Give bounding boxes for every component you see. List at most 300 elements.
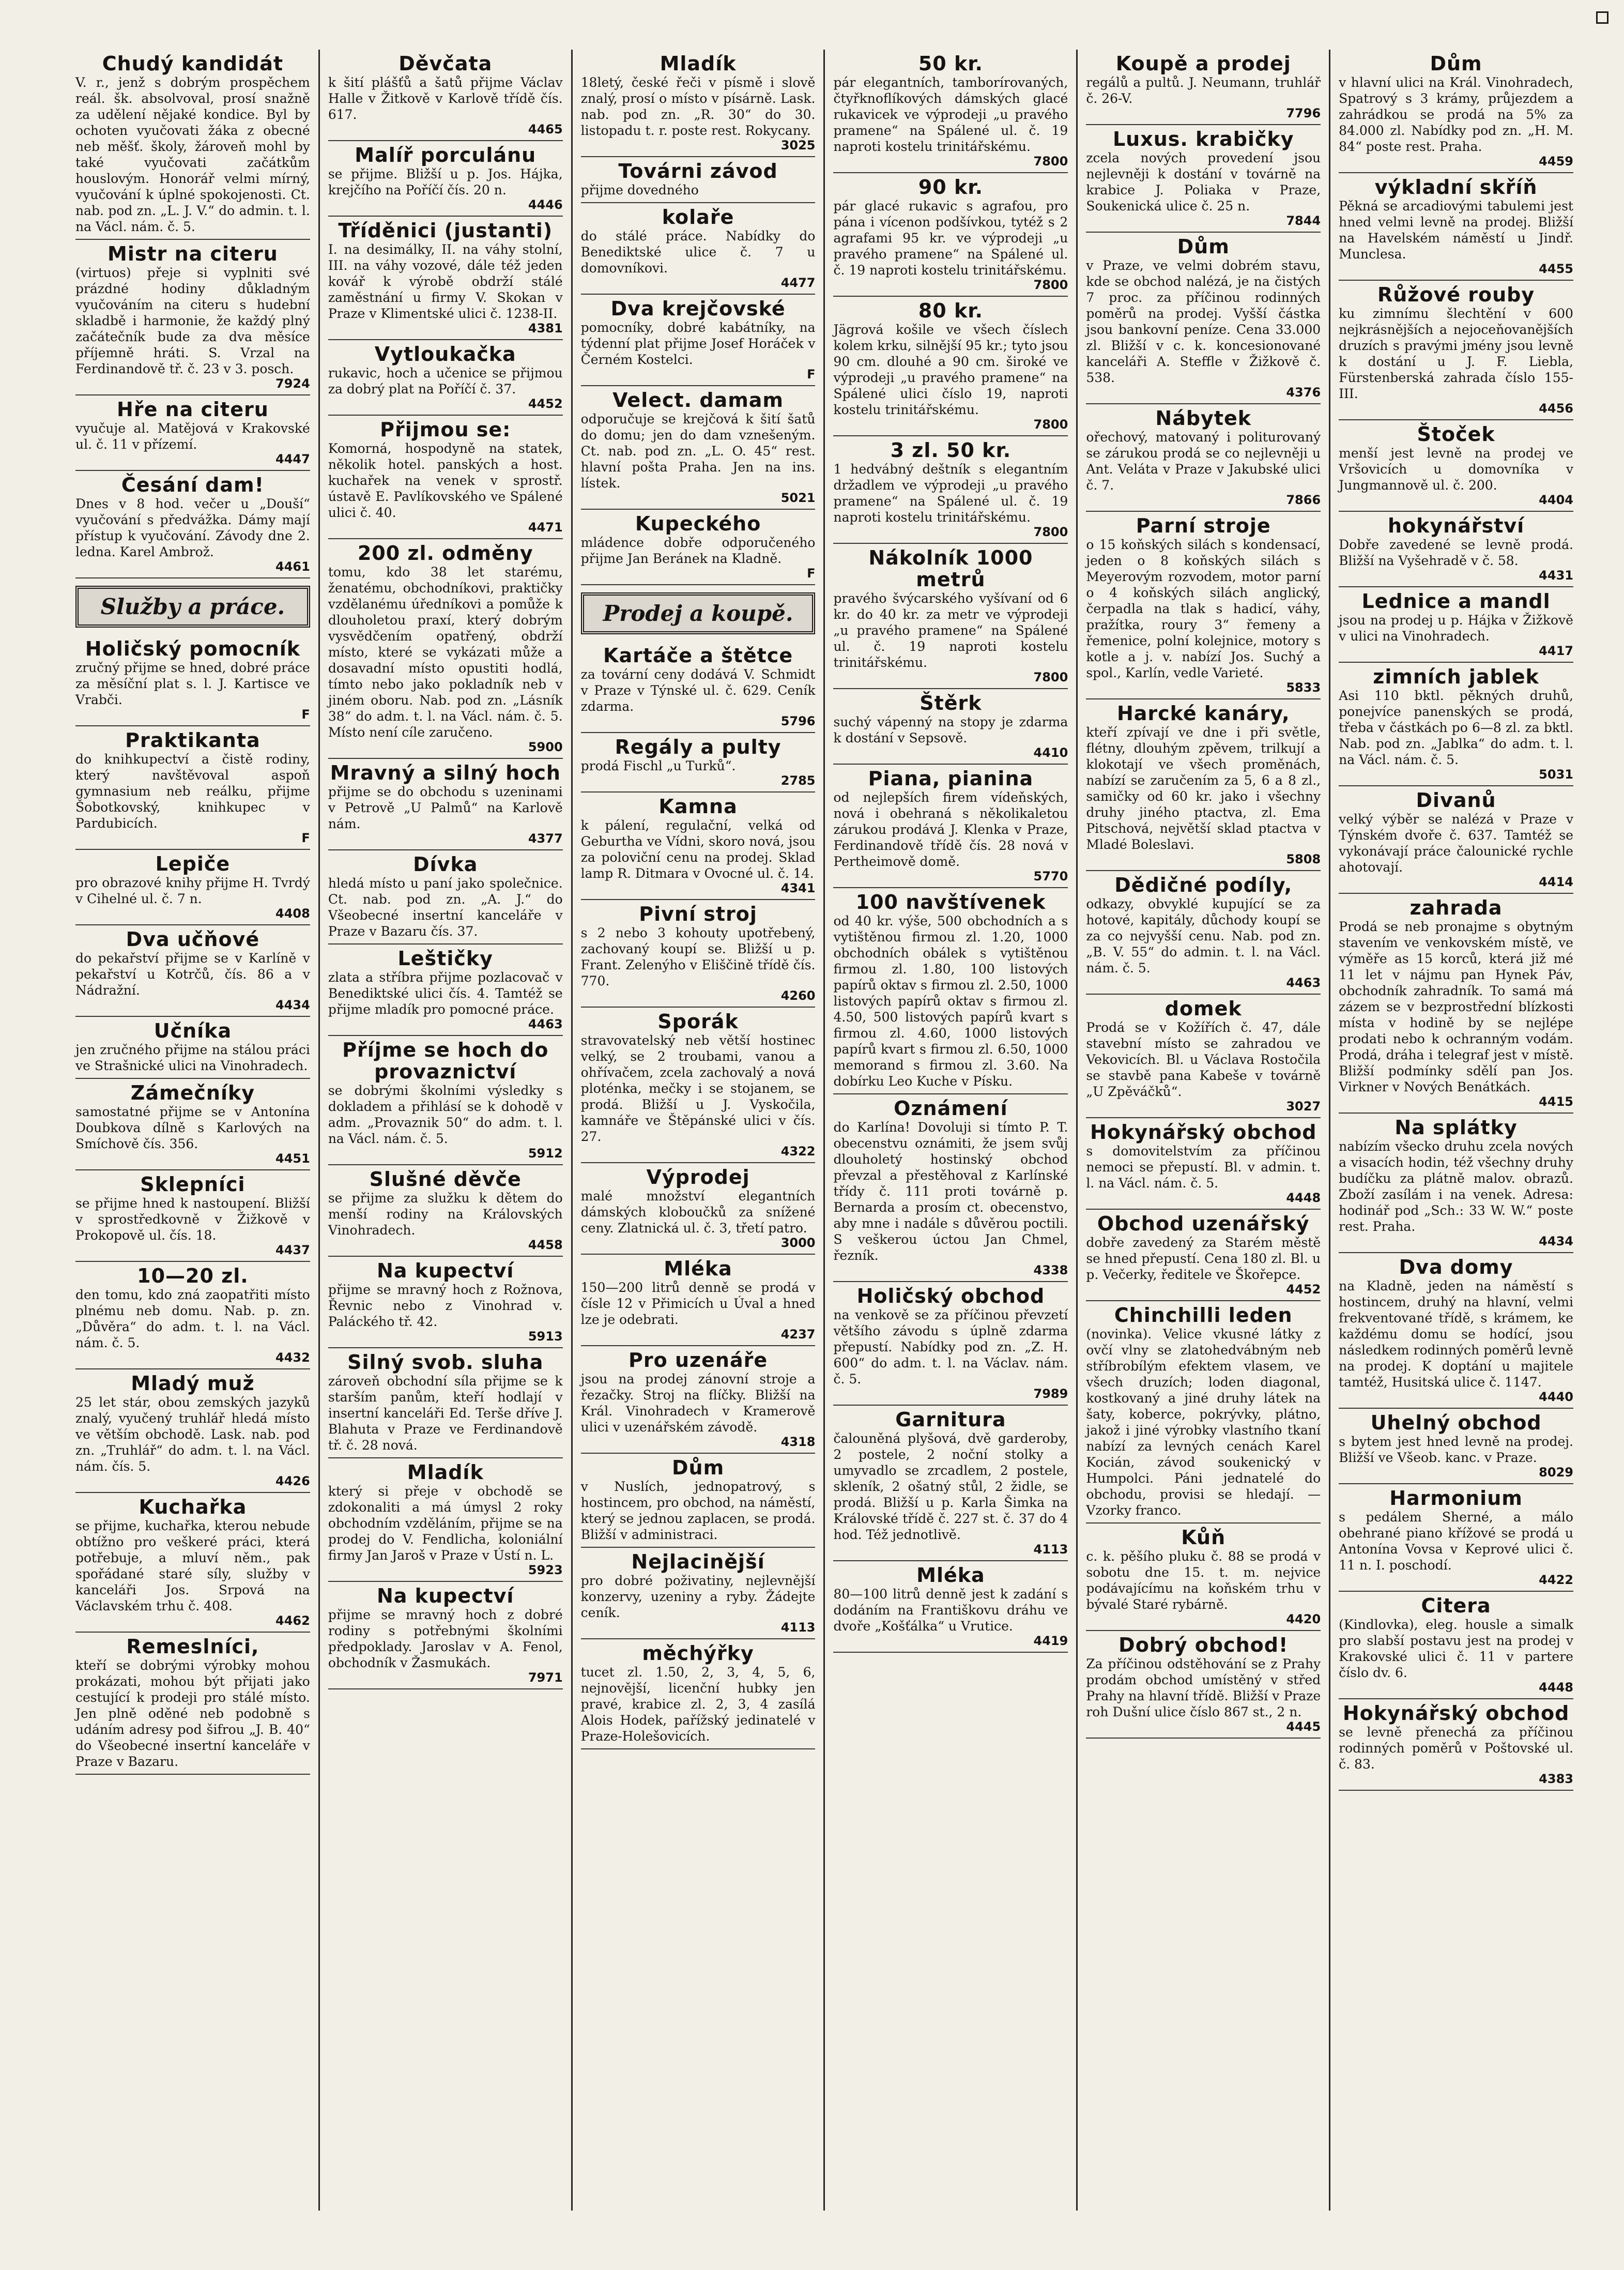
ad-text: přijme dovedného (580, 182, 699, 197)
ad-text: Za příčinou odstěhování se z Prahy prodám obchod umístěný v střed Prahy na hlavní třídě. Bližší v Praze roh Dušní ulice číslo 867 st., 2 n. (1086, 1656, 1321, 1719)
ad-number: 4447 (275, 452, 310, 466)
ad (75, 925, 310, 1017)
ad-heading: Sporák (657, 1010, 739, 1033)
ad (581, 900, 816, 1008)
ad-heading: 80 kr. (918, 299, 983, 322)
ad-number: 4452 (528, 397, 563, 411)
ad (833, 689, 1068, 765)
ad-heading: Divanů (1416, 789, 1496, 812)
ad (328, 50, 563, 141)
ad-heading: Dva krejčovské (610, 297, 786, 320)
ad-text: stravovatelský neb větší hostinec velký, se 2 troubami, vanou a ohřívačem, zcela zachovalý a nová ploténka, mečky i se stojanem, se prodá. Bližší u J. Vyskočila, kamnáře ve Štěpánské ulici v čís. 27. (580, 1033, 816, 1144)
ad-heading: Pivní stroj (639, 903, 757, 925)
ad-heading: Dědičné podíly, (1114, 874, 1293, 896)
ad-heading: Dům (1177, 235, 1230, 258)
ad (833, 1094, 1068, 1282)
ad-heading: Na splátky (1395, 1116, 1518, 1139)
ad-text: do stálé práce. Nabídky do Benediktské ulice č. 7 u domovníkovi. (580, 228, 816, 276)
ad-heading: Mladý muž (131, 1372, 255, 1395)
ad-number: 4341 (780, 881, 816, 895)
ad-number: 5923 (528, 1563, 563, 1577)
ad (1086, 699, 1321, 871)
ad-text: Jägrová košile ve všech číslech kolem krku, silnější 95 kr.; tyto jsou 90 cm. dlouhé a 90 cm. široké ve výprodeji „u pravého pramene“ na Spálené ulici číslo 19, naproti kostelu trinitářskému. (833, 322, 1068, 417)
ad (833, 173, 1068, 297)
ad (328, 217, 563, 340)
ad-heading: Hokynářský obchod (1342, 1702, 1570, 1725)
ad-text: jsou na prodej zánovní stroje a řezačky. Stroj na flíčky. Bližší na Král. Vinohradech v Kramerově ulici v uzenářském závodě. (580, 1372, 816, 1435)
ad (328, 141, 563, 217)
ad-heading: domek (1165, 997, 1242, 1020)
ad-text: pár glacé rukavic s agrafou, pro pána i vícenon podšívkou, tytéž s 2 agrafami 95 kr. ve výprodeji „u pravého pramene“ na Spálené ul. č. 19 naproti kostelu trinitářskému. (833, 199, 1068, 278)
ad-heading: Tříděnici (justanti) (338, 219, 553, 242)
ad (581, 203, 816, 295)
ad (75, 635, 310, 726)
ad-heading: výkladní skříň (1374, 176, 1538, 199)
ad-number: 4432 (275, 1350, 310, 1365)
ad-text: pro obrazové knihy přijme H. Tvrdý v Cihelné ul. č. 7 n. (75, 875, 310, 906)
ad-text: vyučuje al. Matějová v Krakovské ul. č. 11 v přízemí. (75, 421, 310, 452)
ad-text: v hlavní ulici na Král. Vinohradech, Spatrový s 3 krámy, průjezdem a zahrádkou se prodá na 5% za 84.000 zl. Nabídky pod zn. „H. M. 84“ poste rest. Praha. (1339, 75, 1573, 154)
ad-heading: Děvčata (399, 52, 493, 75)
ad-number: 4426 (275, 1474, 310, 1488)
ad (328, 944, 563, 1036)
ad-heading: Kamna (658, 795, 738, 818)
section-heading-sale: Prodej a koupě. (581, 592, 816, 634)
ad-text: na venkově se za příčinou převzetí většího závodu s úplně zdarma přepustí. Nabídky pod zn. „Z. H. 600“ do adm. t. l. na Václav. nám. č. 5. (833, 1307, 1068, 1387)
ad-heading: 10—20 zl. (137, 1265, 249, 1287)
ad-text: Komorná, hospodyně na statek, několik hotel. panských a host. kuchařek na venek v sprostř. ústavě E. Pavlíkovského ve Spálené ulici č. 40. (328, 441, 563, 520)
column-1 (67, 50, 318, 2211)
ad (581, 1548, 816, 1639)
ad-text: kteří se dobrými výrobky mohou prokázati, mohou být přijati jako cestující k prodeji pro stálé místo. Jen plně oděné neb podobně s udáním adresy pod šifrou „J. B. 40“ do Všeobecné insertní kanceláře v Praze v Bazaru. (75, 1658, 310, 1769)
ad-text: 1 hedvábný deštník s elegantním držadlem ve výprodeji „u pravého pramene“ na Spálené ul. č. 19 naproti kostelu trinitářskému. (833, 462, 1068, 525)
ad-heading: Luxus. krabičky (1112, 128, 1294, 150)
ad-number: 5912 (528, 1146, 563, 1161)
ad-heading: Nákolník 1000 metrů (868, 546, 1033, 591)
ad (1339, 281, 1573, 420)
ad-number: 4113 (780, 1620, 816, 1635)
ad-number: 8029 (1539, 1465, 1573, 1480)
ad (581, 1255, 816, 1346)
ad-text: se dobrými školními výsledky s dokladem a přihlásí se k dohodě v adm. „Provaznik 50“ do adm. t. l. na Václ. nám. č. 5. (328, 1083, 563, 1146)
ad-text: se přijme. Bližší u p. Jos. Hájka, krejčího na Poříčí čís. 20 n. (328, 166, 563, 197)
ad (581, 793, 816, 900)
ad-number: 4408 (275, 906, 310, 921)
ad-heading: Továrni závod (618, 160, 778, 182)
ad-text: ořechový, matovaný i politurovaný se zárukou prodá se co nejlevněji u Ant. Veláta v Praze v Jakubské ulici č. 7. (1086, 430, 1321, 493)
ad (1339, 894, 1573, 1114)
ad-text: čalouněná plyšová, dvě garderoby, 2 postele, 2 noční stolky a umyvadlo se zrcadlem, 2 postele, skleník, 2 ošatný stůl, 2 židle, se prodá. Bližší u p. Karla Šimka na Královské třídě č. 227 st. č. 37 do 4 hod. Též jednotlivě. (833, 1431, 1068, 1542)
ad-heading: 200 zl. odměny (357, 542, 533, 565)
ad-heading: Dva domy (1399, 1256, 1513, 1278)
ad (75, 471, 310, 578)
ad-number: 5913 (528, 1329, 563, 1344)
ad (581, 1163, 816, 1255)
ad-number: 7800 (1033, 278, 1068, 292)
ad-heading: Štoček (1417, 423, 1495, 446)
ad-text: pár elegantních, tamborírovaných, čtyřknoflíkových dámských glacé rukavicek ve výprodeji „u pravého pramene“ na Spálené ul. č. 19 naproti kostelu trinitářskému. (833, 75, 1068, 154)
ad-text: nabízím všecko druhu zcela nových a visacích hodin, též všechny druhy budíčku za plátně malov. obrazů. Zboží zasílám i na venek. Adresa: hodinář pod „Sch.: 33 W. W.“ poste rest. Praha. (1339, 1139, 1573, 1234)
ad-text: rukavic, hoch a učenice se přijmou za dobrý plat na Poříčí č. 37. (328, 365, 563, 397)
ad (1086, 995, 1321, 1118)
ad (1339, 420, 1573, 512)
ad-heading: Silný svob. sluha (347, 1351, 544, 1374)
ad (75, 1017, 310, 1079)
ad-text: prodá Fischl „u Turků“. (580, 758, 736, 773)
ad (581, 386, 816, 510)
ad-heading: Mladík (660, 52, 737, 75)
ad-number: 4448 (1539, 1680, 1573, 1695)
ad-text: s domovitelstvím za příčinou nemoci se přepustí. Bl. v admin. t. l. na Václ. nám. č. 5. (1086, 1144, 1321, 1191)
ad-text: 25 let stár, obou zemských jazyků znalý, vyučený truhlář hledá místo ve větším obchodě. Lask. nab. pod zn. „Truhlář“ do adm. t. l. na Václ. nám. čís. 5. (75, 1395, 310, 1474)
ad (833, 436, 1068, 544)
ad-text: (Kindlovka), eleg. housle a simalk pro slabší postavu jest na prodej v Krakovské ulici č. 11 v partere číslo dv. 6. (1339, 1617, 1573, 1680)
ad-number: 2785 (780, 773, 816, 788)
ad (328, 759, 563, 850)
ad-text: k šití plášťů a šatů přijme Václav Halle v Žitkově v Karlově třídě čís. 617. (328, 75, 563, 122)
ad-heading: Česání dam! (121, 474, 264, 496)
ad (1339, 512, 1573, 587)
ad-number: 7844 (1286, 214, 1321, 228)
ad-number: 4381 (528, 321, 563, 336)
ad-text: 80—100 litrů denně jest k zadání s dodáním na Františkovu dráhu ve dvoře „Košťálka“ u Vrutice. (833, 1587, 1068, 1634)
ad-heading: Mravný a silný hoch (330, 761, 561, 784)
ad-text: se přijme, kuchařka, kterou nebude obtížno pro veškeré práci, která potřebuje, a mluví něm., pak spořádané staré síly, služby v kanceláři Jos. Srpová na Václavském trhu č. 408. (75, 1518, 310, 1613)
ad (328, 416, 563, 539)
ad-number: 4437 (275, 1243, 310, 1257)
ad-number: 7924 (275, 376, 310, 391)
ad (328, 1348, 563, 1458)
ad-heading: měchýřky (642, 1642, 754, 1665)
ad (75, 395, 310, 471)
ad-text: zlata a stříbra přijme pozlacovač v Benediktské ulici čís. 4. Tamtéž se přijme mladík pro pomocné práce. (328, 970, 563, 1017)
ad-number: 4463 (1286, 976, 1321, 990)
column-4 (823, 50, 1076, 2211)
ad-heading: Lepiče (155, 852, 231, 875)
ad-heading: Hře na citeru (117, 398, 269, 421)
ad-text: v Nuslích, jednopatrový, s hostincem, pro obchod, na náměstí, který se jednou zaplacen, se prodá. Bližší v administraci. (580, 1479, 816, 1542)
ad-number: 4456 (1539, 401, 1573, 416)
ad-number: F (301, 831, 310, 845)
ad (1086, 871, 1321, 995)
ad-heading: Zámečníky (130, 1081, 255, 1104)
ad (1339, 1253, 1573, 1409)
ad-number: 4440 (1539, 1390, 1573, 1404)
ad-number: 4431 (1539, 568, 1573, 583)
ad-heading: Výprodej (646, 1166, 750, 1189)
ad-heading: Mladík (407, 1461, 484, 1484)
ad (833, 1561, 1068, 1653)
ad-number: 4452 (1286, 1282, 1321, 1297)
ad (1086, 125, 1321, 233)
ad-heading: Pro uzenáře (629, 1349, 768, 1372)
ad-text: Pěkná se arcadiovými tabulemi jest hned velmi levně na prodej. Bližší na Havelském náměstí u Jindř. Munclesa. (1339, 199, 1573, 262)
ad (1339, 663, 1573, 786)
ad-number: 4410 (1033, 745, 1068, 760)
ad-heading: Dobrý obchod! (1119, 1634, 1289, 1656)
ad-heading: Holičský obchod (856, 1285, 1045, 1307)
ad-heading: Kůň (1181, 1526, 1226, 1549)
ad (833, 1282, 1068, 1406)
ad (581, 1454, 816, 1548)
ad-heading: Slušné děvče (369, 1168, 522, 1191)
ad-number: 4446 (528, 197, 563, 212)
ad (1086, 50, 1321, 125)
ad-text: hledá místo u paní jako společnice. Ct. nab. pod zn. „A. J.“ do Všeobecné insertní kanceláře v Praze v Bazaru čís. 37. (328, 876, 563, 939)
ad-text: od 40 kr. výše, 500 obchodních a s vytištěnou firmou zl. 1.20, 1000 obchodních obálek s vytištěnou firmou zl. 1.80, 100 listových papírů oktav s firmou zl. 2.50, 1000 listových papírů oktav s firmou zl. 4.50, 500 listových papírů kvart s firmou zl. 4.60, 1000 listových papírů kvart s firmou zl. 6.50, 1000 memorand s firmou zl. 3.60. Na dobírku Leo Kuche v Písku. (833, 913, 1068, 1089)
ad (75, 1262, 310, 1369)
ad-text: menší jest levně na prodej ve Vršovicích u domovníka v Jungmannově ul. č. 200. (1339, 446, 1573, 493)
ad-text: mládence dobře odporučeného přijme Jan Beránek na Kladně. (580, 535, 816, 566)
ad-number: 4422 (1539, 1573, 1573, 1587)
ad-text: do pekařství přijme se v Karlíně v pekařství u Kotrčů, čís. 86 a v Nádražní. (75, 951, 310, 998)
ad-number: 7800 (1033, 670, 1068, 684)
ad-heading: zimních jablek (1373, 665, 1539, 688)
ad-text: zručný přijme se hned, dobré práce za měsíční plat s. l. J. Kartisce ve Vrabči. (75, 660, 310, 707)
ad-heading: Chinchilli leden (1114, 1304, 1293, 1327)
ad-text: zároveň obchodní síla přijme se k starším panům, kteří hodlají v insertní kanceláři Ed. Terše dříve J. Blahuta v Praze ve Ferdinandově tř. č. 28 nová. (328, 1374, 563, 1453)
ad (75, 50, 310, 240)
section-heading-services: Služby a práce. (75, 586, 310, 628)
ad-text: Prodá se neb pronajme s obytným stavením ve venkovském místě, ve výměře as 15 korců, která již mé 11 let v nájmu pan Hynek Páv, obchodník zahradník. To samá má zázem se v bezprostřední blízkosti místa v hodině by se nejlépe prodati nebo k ochranným vodám. Prodá, dráha i telegraf jest v místě. Bližší podmínky sdělí pan Jos. Virkner v Nových Benátkách. (1339, 919, 1573, 1094)
ad-text: 150—200 litrů denně se prodá v čísle 12 v Přimicích u Úval a hned lze je odebrati. (580, 1280, 816, 1327)
ad (581, 1639, 816, 1749)
ad-text: odporučuje se krejčová k šití šatů do domu; jen do dam vznešeným. Ct. nab. pod zn. „L. O. 45“ rest. hlavní pošta Praha. Jen na ins. lístek. (580, 412, 816, 491)
ad-text: tucet zl. 1.50, 2, 3, 4, 5, 6, nejnovější, licenční hubky jen pravé, krabice zl. 2, 3, 4 zasílá Alois Hodek, pařížský jedinatelé v Praze-Holešovicích. (580, 1665, 816, 1744)
ad (1086, 1210, 1321, 1301)
ad-heading: Na kupectví (377, 1585, 514, 1607)
ad-text: regálů a pultů. J. Neumann, truhlář č. 26-V. (1086, 75, 1321, 106)
ad (581, 295, 816, 386)
ad-number: 4383 (1539, 1772, 1573, 1786)
ad (75, 1493, 310, 1633)
ad-heading: Koupě a prodej (1115, 52, 1291, 75)
ad (1086, 512, 1321, 699)
ad-heading: Uhelný obchod (1370, 1411, 1542, 1434)
ad-text: pravého švýcarského vyšívaní od 6 kr. do 40 kr. za metr ve výprodeji „u pravého pramene“ na Spálené ul. č. 19 naproti kostelu trinitářskému. (833, 591, 1068, 670)
ad (1339, 1409, 1573, 1484)
ad (328, 340, 563, 416)
ad-number: 4260 (780, 988, 816, 1003)
ad (75, 1079, 310, 1170)
ad-text: Prodá se v Kožířích č. 47, dále stavební místo se zahradou ve Vekovicích. Bl. u Václava Rostočila se stavbě pana Kabeše v továrně „U Zpěváčků“. (1086, 1020, 1321, 1099)
ad-heading: Parní stroje (1136, 514, 1271, 537)
ad-number: 4445 (1286, 1719, 1321, 1734)
ad (581, 50, 816, 157)
ad (1086, 404, 1321, 512)
ad-text: přijme se mravný hoch z dobré rodiny s potřebnými školními předpoklady. Jaroslav v A. Fenol, obchodník v Žasmukách. (328, 1607, 563, 1670)
ad (328, 1257, 563, 1348)
ad-heading: 90 kr. (918, 176, 983, 199)
ad-text: k pálení, regulační, velká od Geburtha ve Vídni, skoro nová, jsou za poloviční cenu na prodej. Sklad lamp R. Ditmara v Ovocné ul. č. 14. (580, 818, 816, 881)
ad-number: 7800 (1033, 154, 1068, 169)
ad-heading: Hokynářský obchod (1090, 1121, 1317, 1144)
ad-heading: Kuchařka (139, 1496, 247, 1518)
ad-text: s pedálem Sherné, a málo obehrané piano křížové se prodá u Antonína Vovsa v Keprové ulici č. 11 n. I. poschodí. (1339, 1510, 1573, 1573)
ad (581, 157, 816, 203)
ad (833, 1406, 1068, 1561)
ad-text: od nejlepších firem vídeňských, nová i obehraná s několikaletou zárukou prodává J. Klenka v Praze, Ferdinandově třídě čís. 28 nová v Pertheimově domě. (833, 790, 1068, 869)
ad-heading: Lednice a mandl (1361, 590, 1551, 613)
ad-number: 4462 (275, 1613, 310, 1628)
ad (75, 1369, 310, 1493)
ad-number: 5021 (780, 491, 816, 505)
ad-text: o 15 koňských silách s kondensací, jeden o 8 koňských silách s Meyerovým rozvodem, motor parní o 4 koňských silách anglický, čerpadla na tlak s hadicí, váhy, pražítka, roury 3“ řemeny a řemenice, polní kolejnice, motory s kotle a j. v. nabízí Jos. Suchý a spol., Karlín, vedle Varieté. (1086, 537, 1321, 680)
ad-text: Dobře zavedené se levně prodá. Bližší na Vyšehradě v č. 58. (1339, 537, 1573, 568)
ad (328, 850, 563, 944)
ad-heading: Obchod uzenářský (1097, 1212, 1310, 1235)
ad (1339, 173, 1573, 281)
ad-heading: Garnitura (895, 1408, 1006, 1431)
ad-number: 7866 (1286, 493, 1321, 507)
ad-number: 4451 (275, 1151, 310, 1166)
ad (328, 1165, 563, 1257)
ad-number: 7796 (1286, 106, 1321, 120)
ad-number: 4471 (528, 520, 563, 535)
ad (328, 539, 563, 759)
ad-heading: Dívka (413, 853, 478, 876)
ad-heading: Harmonium (1389, 1487, 1523, 1510)
ad-heading: Leštičky (397, 947, 493, 970)
ad-text: Asi 110 bktl. pěkných druhů, ponejvíce panenských se prodá, třeba v částkách po 6—8 zl. za bktl. Nab. pod zn. „Jablka“ do adm. t. l. na Václ. nám. č. 5. (1339, 688, 1573, 767)
ad-heading: Praktikanta (125, 729, 261, 752)
ad-number: 4461 (275, 559, 310, 574)
ad-text: přijme se do obchodu s uzeninami v Petrově „U Palmů“ na Karlově nám. (328, 784, 563, 831)
ad (1086, 1118, 1321, 1210)
ad-number: 3025 (780, 138, 816, 153)
ad-number: 4414 (1539, 875, 1573, 889)
classifieds-page (67, 50, 1582, 2211)
ad-number: 4237 (780, 1327, 816, 1342)
ad-number: 5833 (1286, 680, 1321, 695)
ad (328, 1036, 563, 1165)
ad-heading: Oznámení (894, 1097, 1008, 1120)
ad-number: 4338 (1033, 1263, 1068, 1277)
ad (1086, 1301, 1321, 1524)
ad (75, 1170, 310, 1262)
ad-number: 4458 (528, 1238, 563, 1252)
ad-heading: Holičský pomocník (85, 637, 301, 660)
ad-text: s 2 nebo 3 kohouty upotřebený, zachovaný koupí se. Bližší u p. Frant. Zelenýho v Eliščině třídě čís. 770. (580, 925, 816, 988)
ad-text: (virtuos) přeje si vyplniti své prázdné hodiny důkladným vyučováním na citeru s hudební skladbě i harmonie, že každý plný začátečník bude za dva měsíce příjemně hráti. S. Vrzal na Ferdinandově tř. č. 23 v 3. posch. (75, 265, 310, 376)
ad-heading: Dva učňové (126, 928, 260, 951)
ad-text: c. k. pěšího pluku č. 88 se prodá v sobotu dne 15. t. m. nejvice podávajícímu na koňském trhu v bývalé Staré rybárně. (1086, 1549, 1321, 1612)
ad (581, 1008, 816, 1163)
ad-text: za tovární ceny dodává V. Schmidt v Praze v Týnské ul. č. 629. Ceník zdarma. (580, 667, 816, 714)
ad-number: 4318 (780, 1435, 816, 1449)
ad-text: se přijme za služku k dětem do menší rodiny na Královských Vinohradech. (328, 1191, 563, 1238)
ad (328, 1458, 563, 1582)
ad (833, 765, 1068, 888)
ad-number: 7971 (528, 1670, 563, 1685)
ad-number: 4419 (1033, 1634, 1068, 1648)
ad-text: I. na desimálky, II. na váhy stolní, III. na váhy vozové, dále též jeden kovář k výrobě obdrží stálé zaměstnání u firmy V. Skokan v Praze v Klimentské ulici č. 1238-II. (328, 242, 563, 321)
ad-number: 4417 (1539, 644, 1573, 658)
ad-text: s bytem jest hned levně na prodej. Bližší ve Všeob. kanc. v Praze. (1339, 1434, 1573, 1465)
ad-heading: Mléka (916, 1564, 985, 1587)
ad (75, 726, 310, 850)
ad-heading: Remeslníci, (126, 1635, 259, 1658)
ad-number: 4477 (780, 276, 816, 290)
ad-text: 18letý, české řeči v písmě i slově znalý, prosí o místo v písárně. Lask. nab. pod zn. „R. 30“ do 30. listopadu t. r. poste rest. Rokycany. (580, 75, 816, 138)
ad-heading: Dům (671, 1456, 725, 1479)
ad (833, 544, 1068, 689)
ad-heading: zahrada (1409, 896, 1503, 919)
ad-number: 4434 (275, 998, 310, 1012)
ad (1339, 587, 1573, 663)
ad (833, 50, 1068, 173)
ad-text: jsou na prodej u p. Hájka v Žižkově v ulici na Vinohradech. (1339, 613, 1573, 644)
ad-text: Dnes v 8 hod. večer u „Douší“ vyučování s předvážka. Dámy mají přístup k vyučování. Závody dne 2. ledna. Karel Ambrož. (75, 496, 310, 559)
ad-text: dobře zavedený za Starém městě se hned přepustí. Cena 180 zl. Bl. u p. Večerky, ředitele ve Škořepce. (1086, 1235, 1321, 1282)
ad-heading: Učníka (154, 1019, 232, 1042)
ad-number: 4404 (1539, 493, 1573, 507)
ad-text: do Karlína! Dovoluji si tímto P. T. obecenstvu oznámiti, že jsem svůj dlouholetý hostinský obchod převzal a přestěhoval z Karlínské třídy č. 111 proti továrně p. Bernarda a prosím ct. obecenstvo, aby mne i nadále s důvěrou poctili. S veškerou úctou Jan Chmel, řezník. (833, 1120, 1068, 1263)
ad (1086, 233, 1321, 404)
ad-heading: Malíř porculánu (355, 144, 537, 166)
ad-heading: Citera (1421, 1594, 1491, 1617)
ad-text: v Praze, ve velmi dobrém stavu, kde se obchod nalézá, je na čistých 7 proc. za příčinou rodinných poměrů na prodej. Vyšší částka jsou bankovní peníze. Cena 33.000 zl. Bližší v c. k. koncesionované kanceláři A. Steffle v Žižkově č. 538. (1086, 258, 1321, 385)
ad-heading: Chudý kandidát (102, 52, 284, 75)
ad-heading: Dům (1430, 52, 1482, 75)
ad-text: suchý vápenný na stopy je zdarma k dostání v Sepsově. (833, 714, 1068, 745)
ad-heading: Nejlacinější (631, 1550, 765, 1573)
ad-number: 5808 (1286, 852, 1321, 866)
ad-heading: Na kupectví (377, 1259, 514, 1282)
ad-number: 3000 (780, 1236, 816, 1250)
ad-text: pomocníky, dobré kabátníky, na týdenní plat přijme Josef Horáček v Černém Kostelci. (580, 320, 816, 367)
ad (581, 733, 816, 793)
ad-number: 7989 (1033, 1387, 1068, 1401)
ad-number: 4465 (528, 122, 563, 136)
ad-text: (novinka). Velice vkusné látky z ovčí vlny se zlatohedvábným neb stříbrobílým efektem vlasem, ve všech druzích; loden diagonal, kostkovaný a jiné druhy látek na šaty, koberce, pokrývky, plátno, jakož i jiné výrobky vlastního tkaní nabízí za levných cenách Karel Kocián, závod soukenický v Humpolci. Páni jednatelé do obchodu, provisi se hledají. — Vzorky franco. (1086, 1327, 1321, 1518)
ad (581, 642, 816, 733)
ad (1339, 786, 1573, 894)
column-3 (571, 50, 824, 2211)
ad-heading: Vytloukačka (374, 343, 516, 365)
ad (833, 888, 1068, 1094)
ad-number: 4448 (1286, 1191, 1321, 1205)
ad-heading: Sklepníci (140, 1173, 246, 1196)
ad-text: tomu, kdo 38 let starému, ženatému, obchodníkovi, praktičky vzdělanému úředníkovi a pomůže k dlouholetou praxí, který dobrým vysvědčením opatřený, obdrží místo, které se vykázati může a dosavadní místo opustiti hodlá, tímto nebo jako pokladník neb v jiném oboru. Nab. pod zn. „Lásník 38“ do adm. t. l. na Václ. nám. č. 5. Místo není cíle zaručeno. (328, 565, 563, 740)
ad (1339, 1484, 1573, 1592)
ad-text: který si přeje v obchodě se zdokonaliti a má úmysl 2 roky obchodním vzděláním, přijme se na prodej do V. Fendlicha, koloniální firmy Jan Jaroš v Praze v Ústí n. L. (328, 1484, 563, 1563)
ad-number: 4113 (1033, 1542, 1068, 1557)
ad (75, 1633, 310, 1775)
ad (75, 850, 310, 925)
ad-text: kteří zpívají ve dne i při světle, flétny, dlouhým zpěvem, trilkují a klokotají ve všech proměnách, nabízí se zaručením za 5, 6 a 8 zl., samičky od 60 kr. jako i všechny druhy jiného ptactva, zl. Ema Pitschová, největší sklad ptactva v Mladé Boleslavi. (1086, 725, 1321, 852)
ad-text: malé množství elegantních dámských kloboučků za snížené ceny. Zlatnická ul. č. 3, třetí patro. (580, 1189, 816, 1236)
ad-number: 4434 (1539, 1234, 1573, 1248)
ad (1086, 1524, 1321, 1631)
ad-number: 4420 (1286, 1612, 1321, 1626)
ad-heading: 3 zl. 50 kr. (890, 439, 1012, 462)
ad-heading: Harcké kanáry, (1116, 702, 1290, 725)
ad-number: 4322 (780, 1144, 816, 1159)
ad-heading: Nábytek (1155, 407, 1252, 430)
ad-number: 4376 (1286, 385, 1321, 400)
ad-heading: Štěrk (920, 692, 982, 714)
ad (833, 297, 1068, 436)
ad-number: 4459 (1539, 154, 1573, 169)
ad-number: F (807, 566, 816, 581)
ad-text: do knihkupectví a čistě rodiny, který navštěvoval aspoň gymnasium neb reálku, přijme Šobotkovský, knihkupec v Pardubicích. (75, 752, 310, 831)
ad-number: 5770 (1033, 869, 1068, 883)
ad (1339, 1114, 1573, 1253)
ad (581, 1346, 816, 1454)
ad-heading: Mléka (664, 1257, 732, 1280)
ad-heading: Piana, pianina (868, 767, 1034, 790)
